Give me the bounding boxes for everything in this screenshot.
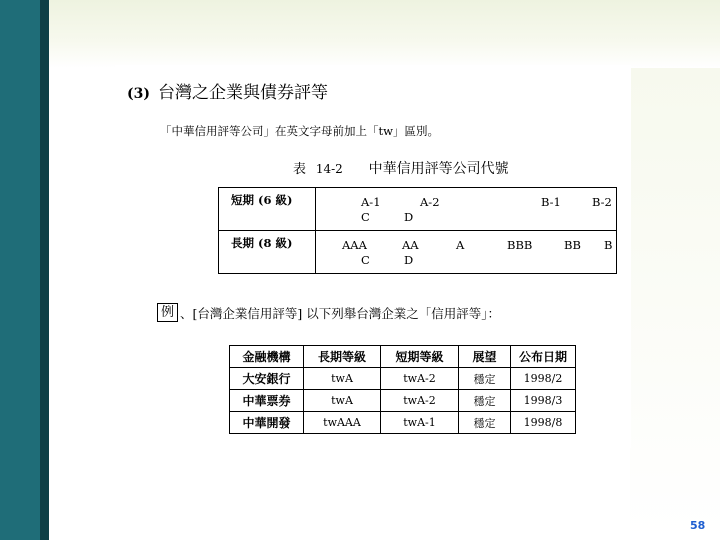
table-cell: 大安銀行 xyxy=(230,368,304,390)
left-dark-bar xyxy=(40,0,49,540)
table-cell: 1998/2 xyxy=(511,368,576,390)
code-cell: C xyxy=(361,210,370,224)
example-box: 例 xyxy=(157,303,178,322)
code-cell: A-1 xyxy=(361,195,381,209)
column-header: 短期等級 xyxy=(381,346,459,368)
column-header: 展望 xyxy=(459,346,511,368)
code-cell: BB xyxy=(564,238,581,252)
code-cell: B-2 xyxy=(592,195,612,209)
table-header-row xyxy=(230,346,576,368)
column-header: 金融機構 xyxy=(230,346,304,368)
short-term-label: 短期 (6 級) xyxy=(219,188,316,231)
table-cell: 穩定 xyxy=(459,368,511,390)
code-cell: A xyxy=(456,238,465,252)
code-cell: A-2 xyxy=(420,195,440,209)
table-cell: twA-2 xyxy=(381,368,459,390)
caption-title: 中華信用評等公司代號 xyxy=(368,161,509,177)
long-term-row xyxy=(219,231,617,274)
table-cell: twA xyxy=(304,368,381,390)
long-term-codes xyxy=(316,231,617,274)
caption-label: 表 xyxy=(293,162,307,177)
table-cell: twA xyxy=(304,390,381,412)
intro-text: 「中華信用評等公司」在英文字母前加上「tw」區別。 xyxy=(160,124,439,138)
code-cell: D xyxy=(404,210,414,224)
table-cell: twAAA xyxy=(304,412,381,434)
code-cell: B-1 xyxy=(541,195,561,209)
code-cell: B xyxy=(604,238,613,252)
table-cell: 穩定 xyxy=(459,390,511,412)
table-cell: 1998/3 xyxy=(511,390,576,412)
section-heading xyxy=(127,78,328,103)
short-term-codes xyxy=(316,188,617,231)
left-accent-bar xyxy=(0,0,40,540)
table-caption xyxy=(293,158,509,178)
top-gradient-band xyxy=(49,0,720,68)
section-title: 台灣之企業與債券評等 xyxy=(158,83,328,103)
long-term-label: 長期 (8 級) xyxy=(219,231,316,274)
table-row xyxy=(230,390,576,412)
column-header: 長期等級 xyxy=(304,346,381,368)
table-cell: 穩定 xyxy=(459,412,511,434)
table-cell: twA-1 xyxy=(381,412,459,434)
table-row xyxy=(230,368,576,390)
rating-codes-table xyxy=(218,187,617,274)
short-term-row xyxy=(219,188,617,231)
table-cell: 中華開發 xyxy=(230,412,304,434)
table-row xyxy=(230,412,576,434)
right-gradient-band xyxy=(630,68,720,540)
enterprise-rating-table xyxy=(229,345,576,434)
code-cell: BBB xyxy=(507,238,533,252)
table-cell: twA-2 xyxy=(381,390,459,412)
column-header: 公布日期 xyxy=(511,346,576,368)
code-cell: D xyxy=(404,253,414,267)
code-cell: AA xyxy=(402,238,419,252)
section-number: (3) xyxy=(127,86,150,102)
caption-number: 14-2 xyxy=(315,162,343,176)
table-cell: 中華票券 xyxy=(230,390,304,412)
example-text: 、[台灣企業信用評等] 以下列舉台灣企業之「信用評等」： xyxy=(180,306,500,321)
table-cell: 1998/8 xyxy=(511,412,576,434)
code-cell: C xyxy=(361,253,370,267)
page-number: 58 xyxy=(690,519,706,532)
code-cell: AAA xyxy=(342,238,367,252)
